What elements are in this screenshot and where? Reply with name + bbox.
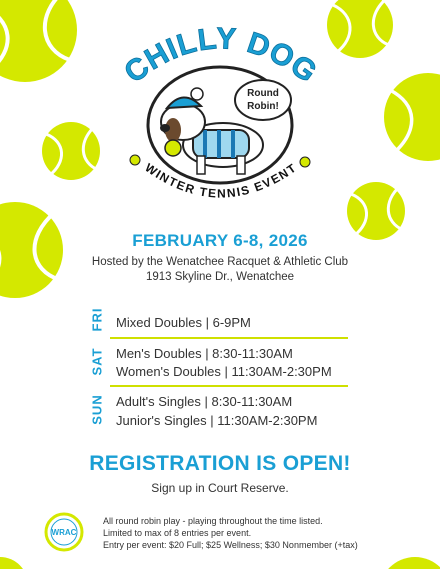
logo-title: CHILLY DOG (118, 22, 324, 90)
event-logo (115, 20, 325, 220)
schedule-event: Junior's Singles | 11:30AM-2:30PM (116, 413, 318, 428)
event-address: 1913 Skyline Dr., Wenatchee (145, 271, 295, 283)
schedule-event: Mixed Doubles | 6-9PM (116, 315, 251, 330)
wrac-badge-icon (44, 512, 84, 552)
tennis-ball-icon (380, 70, 440, 165)
event-dates: FEBRUARY 6-8, 2026 (132, 231, 308, 250)
schedule-day-sun: SUN (89, 394, 105, 425)
tennis-ball-icon (375, 555, 440, 569)
schedule-event: Adult's Singles | 8:30-11:30AM (116, 394, 293, 409)
schedule-day-fri: FRI (89, 307, 105, 332)
schedule-separator (110, 385, 348, 387)
tennis-ball-icon (0, 0, 80, 85)
schedule-day-sat: SAT (89, 347, 105, 376)
footer-note: Entry per event: $20 Full; $25 Wellness; $30 Nonmember (+tax) (103, 540, 358, 550)
logo-arc-text: WINTER TENNIS EVENT (142, 160, 300, 201)
tennis-ball-icon (325, 0, 395, 60)
schedule-event: Men's Doubles | 8:30-11:30AM (116, 346, 293, 361)
footer-note: All round robin play - playing throughout the time listed. (103, 516, 323, 526)
wrac-badge-label: WRAC (51, 528, 77, 537)
schedule-event: Women's Doubles | 11:30AM-2:30PM (116, 364, 332, 379)
bubble-line-2: Robin! (247, 101, 279, 112)
footer-note: Limited to max of 8 entries per event. (103, 528, 252, 538)
chilly-dog-logo-art (115, 20, 325, 220)
event-host: Hosted by the Wenatchee Racquet & Athletic Club (91, 256, 349, 268)
registration-headline: REGISTRATION IS OPEN! (89, 452, 351, 475)
registration-subline: Sign up in Court Reserve. (151, 481, 289, 495)
tennis-ball-icon (0, 555, 30, 569)
schedule-separator (110, 337, 348, 339)
tennis-ball-icon (40, 120, 102, 182)
bubble-line-1: Round (247, 88, 279, 99)
